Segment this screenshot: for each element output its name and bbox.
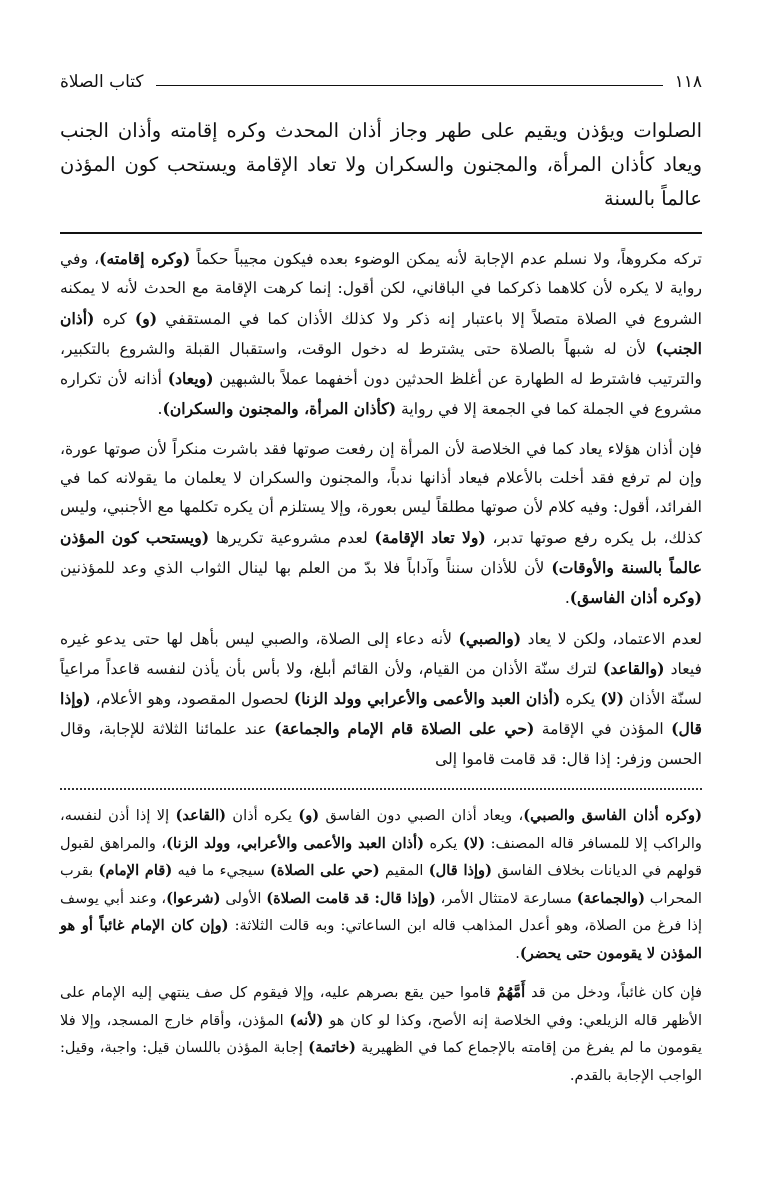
text-run: لعدم الاعتماد، ولكن لا يعاد xyxy=(521,629,702,648)
text-run: فإن أذان هؤلاء يعاد كما في الخلاصة لأن المرأة إن رفعت صوتها فقد باشرت منكراً لأن صوتها عورة، وإن لم ترفع فقد أخلت بالأعلام فيعاد أذانها ندباً، والمجنون والسكران لا يعلمان ما يقولانه كما في الفرائد، أقول: وفيه كلام لأن صوتها مطلقاً ليس بعورة، وإلا يستلزم أن يكره تكلمها مع الأجنبي، وليس كذلك، بل يكره رفع صوتها تدبر، xyxy=(60,439,703,547)
bold-quote: (والصبي) xyxy=(458,628,522,648)
commentary-paragraph xyxy=(60,435,702,614)
text-run: إلا إذا أذن لنفسه، والراكب إلا للمسافر قاله المصنف: xyxy=(60,807,702,852)
bold-quote: (شرعوا) xyxy=(166,889,221,907)
text-run: يكره xyxy=(560,690,601,709)
bold-quote: (و) xyxy=(298,807,320,825)
text-run: ، وعند أبي يوسف إذا فرغ من الصلاة، وهو أعدل المذاهب قاله ابن الساعاتي: وبه قالت الثلاثة: xyxy=(60,889,702,935)
text-run: يكره xyxy=(423,834,463,852)
bold-quote: أَمَّهُمْ xyxy=(496,984,526,1002)
text-run: كره xyxy=(94,309,135,328)
bold-quote: (و) xyxy=(134,308,158,328)
matn-text: الصلوات ويؤذن ويقيم على طهر وجاز أذان المحدث وكره إقامته وأذان الجنب ويعاد كأذان المرأة، والمجنون والسكران ولا تعاد الإقامة ويستحب كون المؤذن عالماً بالسنة xyxy=(60,119,702,210)
text-run: لحصول المقصود، وهو الأعلام، xyxy=(90,690,294,709)
text-run: عند علمائنا الثلاثة للإجابة، وقال الحسن وزفر: إذا قال: قد قامت قاموا إلى xyxy=(60,720,702,768)
text-run: المؤذن في الإقامة xyxy=(534,720,672,739)
text-run: تركه مكروهاً، ولا نسلم عدم الإجابة لأنه يمكن الوضوء بعده فيكون مجيباً حكماً xyxy=(190,250,702,268)
bold-quote: (والقاعد) xyxy=(603,658,665,678)
matn-separator xyxy=(60,232,702,234)
dotted-separator xyxy=(60,788,702,790)
bold-quote: (أذان العبد والأعمى والأعرابي، وولد الزنا) xyxy=(166,834,424,852)
bold-quote: (ويعاد) xyxy=(167,369,214,389)
bold-quote: (لا) xyxy=(462,834,486,852)
bold-quote: (حي على الصلاة) xyxy=(270,862,380,880)
commentary-paragraph xyxy=(60,244,702,425)
text-run: الأولى xyxy=(220,889,267,907)
text-run: لترك سنّة الأذان من القيام، ولأن القائم أبلغ، ولا بأس بأن يأذن لنفسه قاعداً مراعياً لسنّة الأذان xyxy=(60,659,702,709)
text-run: لأن للأذان سنناً وآداباً فلا بدّ من العلم بها لينال الثواب الذي وعد للمؤذنين xyxy=(60,558,552,577)
bold-quote: (أذان الجنب) xyxy=(60,308,702,358)
bold-quote: (القاعد) xyxy=(175,807,227,825)
text-run: سيجيء ما فيه xyxy=(172,862,271,880)
text-run: مسارعة لامتثال الأمر، xyxy=(435,889,577,907)
bold-quote: (ويستحب كون المؤذن عالماً بالسنة والأوقات) xyxy=(60,527,702,577)
bold-quote: (وإذا قال: قد قامت الصلاة) xyxy=(266,889,436,907)
text-run: أذانه لأن تكراره مشروع في الجملة كما في الجمعة إلا في رواية xyxy=(60,370,702,419)
bold-quote: (خاتمة) xyxy=(308,1039,356,1057)
bold-quote: (ولا تعاد الإقامة) xyxy=(374,527,486,547)
footnote-paragraph xyxy=(60,979,702,1089)
text-run: . xyxy=(515,944,520,962)
page-number: ١١٨ xyxy=(674,72,702,92)
footnote-paragraph xyxy=(60,802,702,967)
text-run: . xyxy=(564,589,570,608)
text-run: . xyxy=(157,400,163,419)
bold-quote: (لأنه) xyxy=(289,1011,324,1029)
bold-quote: (لا) xyxy=(600,689,625,709)
text-run: يكره أذان xyxy=(226,807,299,825)
footnote-commentary xyxy=(60,802,702,1089)
bold-quote: (وإن كان الإمام غائباً أو هو المؤذن لا يقومون حتى يحضر) xyxy=(60,917,702,962)
running-title: كتاب الصلاة xyxy=(60,72,144,92)
text-run: إجابة المؤذن باللسان قيل: واجبة، وقيل: الواجب الإجابة بالقدم. xyxy=(60,1039,702,1084)
bold-quote: (والجماعة) xyxy=(576,889,645,907)
bold-quote: (وكره أذان الفاسق) xyxy=(569,588,702,608)
commentary xyxy=(60,244,702,774)
text-run: ، والمراهق لقبول قولهم في الديانات بخلاف الفاسق xyxy=(60,834,703,880)
text-run: المقيم xyxy=(379,862,429,880)
text-run: المؤذن، وأقام خارج المسجد، وإلا فلا يقومون ما لم يفرغ من إقامته بالإجماع كما في الظهيرية xyxy=(60,1011,703,1057)
book-page xyxy=(60,72,702,1089)
bold-quote: (وكره أذان الفاسق والصبي) xyxy=(523,807,703,825)
bold-quote: (كأذان المرأة، والمجنون والسكران) xyxy=(162,399,397,419)
text-run: لأن له شبهاً بالصلاة حتى يشترط له دخول الوقت، واستقبال القبلة والشروع بالتكبير، والترتيب فاشترط له الطهارة عن أغلظ الحدثين دون أخفهما عملاً بالشبهين xyxy=(60,339,702,389)
bold-quote: (وإذا قال) xyxy=(60,689,702,739)
bold-quote: (أذان العبد والأعمى والأعرابي وولد الزنا) xyxy=(293,689,561,709)
bold-quote: (قام الإمام) xyxy=(98,862,173,880)
header-rule xyxy=(156,85,663,86)
commentary-paragraph xyxy=(60,624,702,774)
text-run: ، ويعاد أذان الصبي دون الفاسق xyxy=(319,807,524,825)
page-header xyxy=(60,72,702,94)
text-run: قاموا حين يقع بصرهم عليه، وإلا فيقوم كل صف ينتهي إليه الإمام على الأظهر قاله الزيلعي: وفي الخلاصة إنه الأصح، وكذا لو كان هو xyxy=(60,984,702,1029)
bold-quote: (وكره إقامته) xyxy=(99,249,191,268)
text-run: ، وفي رواية لا يكره لأن كلاهما ذكركما في الباقاني، لكن أقول: إنما كرهت الإقامة مع الحدث لأنه لا يمكنه الشروع في الصلاة متصلاً إلا باعتبار إنه ذكر ولا كذلك الأذان كما في المستقفي xyxy=(60,250,702,328)
text-run: لأنه دعاء إلى الصلاة، والصبي ليس بأهل لها حتى يدعو غيره فيعاد xyxy=(60,629,702,678)
bold-quote: (وإذا قال) xyxy=(428,862,493,880)
bold-quote: (حي على الصلاة قام الإمام والجماعة) xyxy=(274,719,535,739)
text-run: فإن كان غائباً، ودخل من قد xyxy=(525,984,703,1002)
text-run: بقرب المحراب xyxy=(60,862,702,907)
text-run: لعدم مشروعية تكريرها xyxy=(209,528,375,547)
